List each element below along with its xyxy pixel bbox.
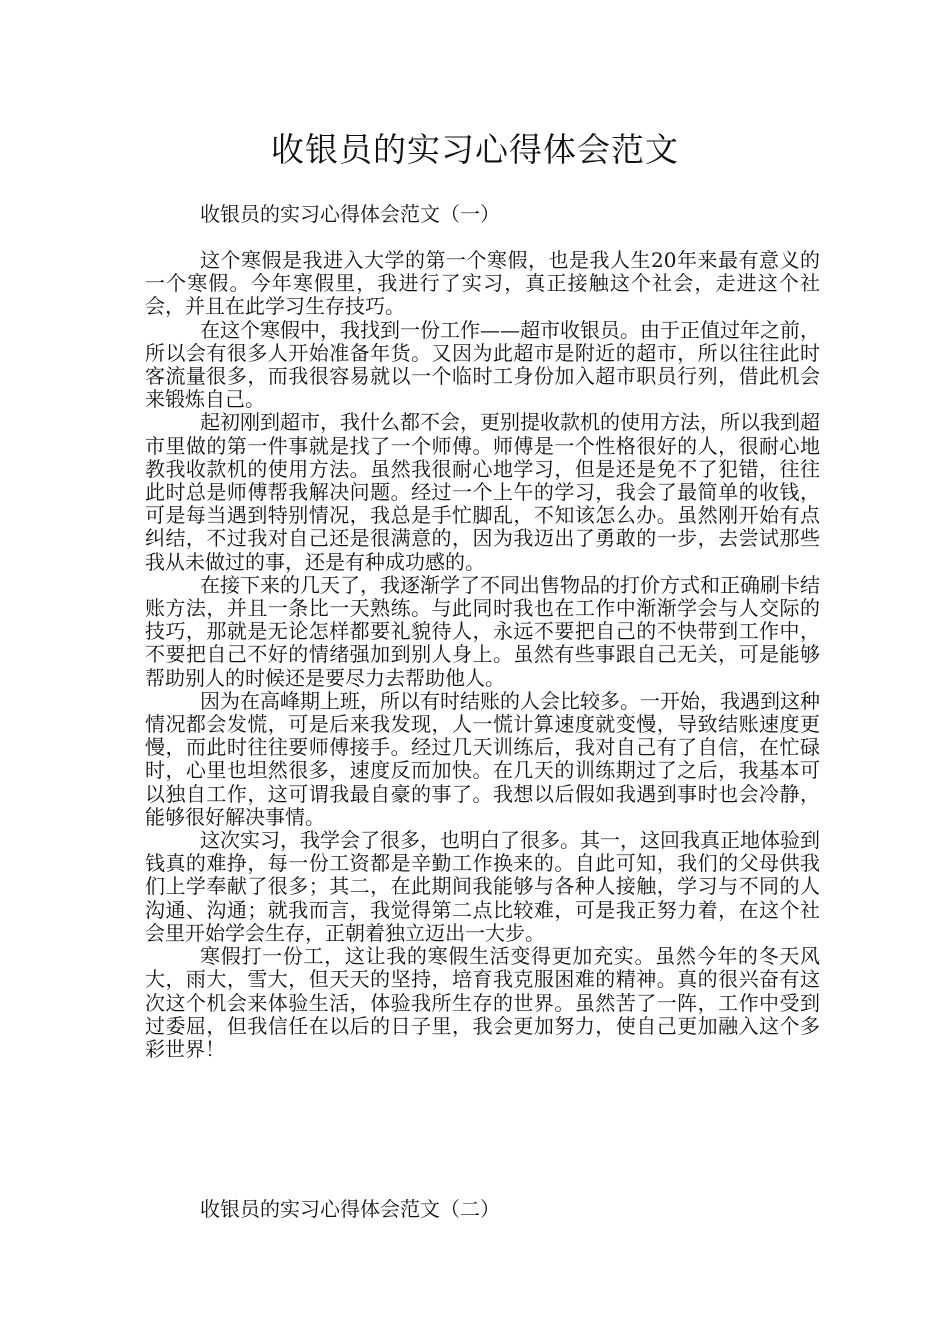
paragraph: 在这个寒假中，我找到一份工作——超市收银员。由于正值过年之前，所以会有很多人开始准备年货。又因为此超市是附近的超市，所以往往此时客流量很多，而我很容易就以一个临时工身份加入超市职员行列，借此机会来锻炼自己。	[145, 317, 820, 412]
paragraph: 这次实习，我学会了很多，也明白了很多。其一，这回我真正地体验到钱真的难挣，每一份工资都是辛勤工作换来的。自此可知，我们的父母供我们上学奉献了很多；其二，在此期间我能够与各种人接触，学习与不同的人沟通、沟通；就我而言，我觉得第二点比较难，可是我正努力着，在这个社会里开始学会生存，正朝着独立迈出一大步。	[145, 828, 820, 945]
paragraph: 这个寒假是我进入大学的第一个寒假，也是我人生20年来最有意义的一个寒假。今年寒假里，我进行了实习，真正接触这个社会，走进这个社会，并且在此学习生存技巧。	[145, 248, 820, 319]
section-two-heading: 收银员的实习心得体会范文（二）	[200, 1197, 500, 1221]
paragraph: 起初刚到超市，我什么都不会，更别提收款机的使用方法，所以我到超市里做的第一件事就是找了一个师傅。师傅是一个性格很好的人，很耐心地教我收款机的使用方法。虽然我很耐心地学习，但是还是免不了犯错，往往此时总是师傅帮我解决问题。经过一个上午的学习，我会了最简单的收钱，可是每当遇到特别情况，我总是手忙脚乱，不知该怎么办。虽然刚开始有点纠结，不过我对自己还是很满意的，因为我迈出了勇敢的一步，去尝试那些我从未做过的事，还是有种成功感的。	[145, 410, 820, 574]
paragraph: 寒假打一份工，这让我的寒假生活变得更加充实。虽然今年的冬天风大，雨大，雪大，但天天的坚持，培育我克服困难的精神。真的很兴奋有这次这个机会来体验生活，体验我所生存的世界。虽然苦了一阵，工作中受到过委屈，但我信任在以后的日子里，我会更加努力，使自己更加融入这个多彩世界！	[145, 944, 820, 1061]
section-one-heading: 收银员的实习心得体会范文（一）	[200, 202, 500, 226]
paragraph: 在接下来的几天了，我逐渐学了不同出售物品的打价方式和正确刷卡结账方法，并且一条比一天熟练。与此同时我也在工作中渐渐学会与人交际的技巧，那就是无论怎样都要礼貌待人，永远不要把自己的不快带到工作中，不要把自己不好的情绪强加到别人身上。虽然有些事跟自己无关，可是能够帮助别人的时候还是要尽力去帮助他人。	[145, 572, 820, 690]
document-body	[145, 249, 820, 1061]
document-title: 收银员的实习心得体会范文	[271, 130, 679, 169]
paragraph: 因为在高峰期上班，所以有时结账的人会比较多。一开始，我遇到这种情况都会发慌，可是后来我发现，人一慌计算速度就变慢，导致结账速度更慢，而此时往往要师傅接手。经过几天训练后，我对自己有了自信，在忙碌时，心里也坦然很多，速度反而加快。在几天的训练期过了之后，我基本可以独自工作，这可谓我最自豪的事了。我想以后假如我遇到事时也会冷静，能够很好解决事情。	[145, 688, 820, 829]
